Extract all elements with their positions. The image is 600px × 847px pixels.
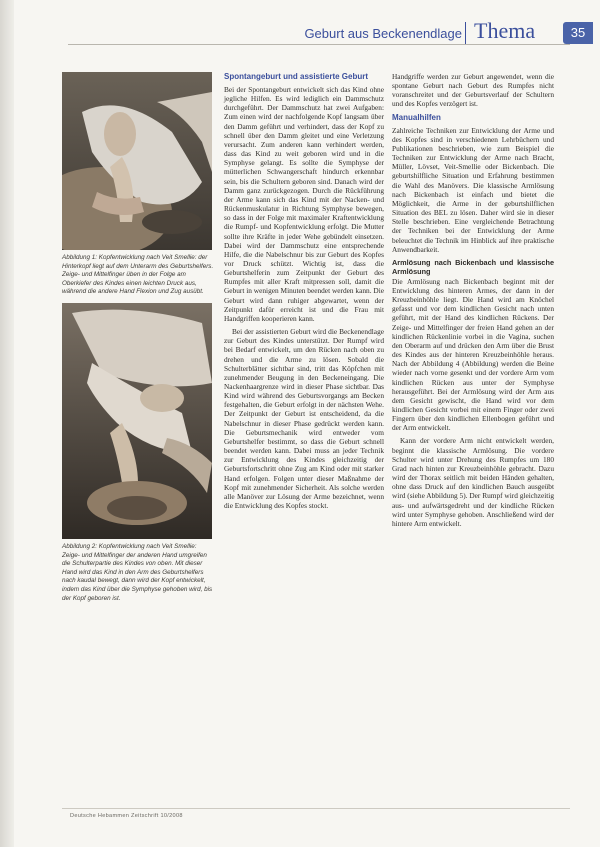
photo-head-delivery-2	[62, 303, 212, 539]
paragraph: Die Armlösung nach Bickenbach beginnt mit der Entwicklung des hinteren Armes, der dann in der Kreuzbeinhöhle liegt. Die Hand wird am Knöchel gefasst und vor dem kindlichen Gesicht nach unten geführt, mit der Hand des kindlichen Rückens. Der Zeige- und Mittelfinger der freien Hand gehen an der kindlichen Rückenlinie vorbei in die Vagina, suchen den Oberarm auf und drücken den Arm über die Brust des Kindes aus der hinteren Kreuzbeinhöhle heraus. Nach der Abbildung 4 (Abbildung) werden die Beine wieder nach vorne gesenkt und der vordere Arm vom kindlichen Rücken aus unter der Symphyse herausgeführt. Bei der Armlösung wird der Arm aus dem Gesicht gewischt, die Hand wird vor dem kindlichen Gesicht vorbei mit einem Finger oder zwei Fingern über den kindlichen Ellenbogen geführt und der Arm entwickelt.	[392, 276, 554, 433]
figure-caption-1: Abbildung 1: Kopfentwicklung nach Veit Smellie: der Hinterkopf liegt auf dem Unterarm des Geburtshelfers. Zeige- und Mittelfinger üben in der Folge am Oberkiefer des Kindes einen leichten Druck aus, während die andere Hand Flexion und Zug ausübt.	[62, 254, 214, 296]
section-title: Thema	[474, 18, 536, 43]
page-footer: Deutsche Hebammen Zeitschrift 10/2008	[70, 813, 183, 819]
photo-head-delivery-1	[62, 72, 212, 250]
article-column-right	[392, 72, 554, 532]
figure-caption-2: Abbildung 2: Kopfentwicklung nach Veit Smellie: Zeige- und Mittelfinger der anderen Hand umgreifen die Schulterpartie des Kindes von oben. Mit dieser Hand wird das Kind in den Arm des Geburtshelfers nach kaudal bewegt, dann wird der Kopf entwickelt, indem das Kind über die Symphyse gehoben wird, bis der Kopf geboren ist.	[62, 543, 213, 602]
footer-rule	[62, 808, 570, 809]
running-head: Geburt aus Beckenendlage	[304, 26, 462, 41]
article-column-middle	[224, 72, 384, 514]
section-heading-manual-aids: Manualhilfen	[392, 112, 441, 122]
paragraph: Handgriffe werden zur Geburt angewendet, wenn die spontane Geburt nach Geburt des Rumpfes nicht voranschreitet und der Geburtsverlauf der Schultern und des Kopfes verzögert ist.	[392, 72, 554, 109]
subheading-arm-release: Armlösung nach Bickenbach und klassische Armlösung	[392, 257, 554, 276]
page-gutter	[0, 0, 14, 847]
paragraph: Zahlreiche Techniken zur Entwicklung der Arme und des Kopfes sind in verschiedenen Lehrbüchern und Publikationen beschrieben, wie zum Beispiel die Techniken zur Entwicklung der Arme nach Bracht, Müller, Lövset, Veit-Smellie oder Bickenbach. Die geburtshilfliche Situation und Erfahrung bestimmen die Wahl des Manövers. Die klassische Armlösung nach Bickenbach ist einfach und bietet die Möglichkeit, die Arme in der geburtshilflichen Situation des BEL zu lösen. Daher wird sie in dieser Stelle beschrieben. Eine vergleichende Betrachtung der Techniken bei der Entwicklung der Arme beleuchtet die Technik im Hinblick auf ihre praktische Anwendbarkeit.	[392, 125, 554, 254]
section-heading-spontaneous-birth: Spontangeburt und assistierte Geburt	[224, 72, 369, 81]
page-header	[0, 0, 600, 44]
header-rule	[68, 44, 570, 45]
header-separator	[465, 22, 466, 44]
paragraph: Kann der vordere Arm nicht entwickelt werden, beginnt die klassische Armlösung. Die vordere Schulter wird unter Drehung des Rumpfes um 180 Grad nach hinten zur Kreuzbeinhöhle gebracht. Dazu wird der Thorax seitlich mit beiden Händen gehalten, ohne dass Druck auf den kindlichen Bauch ausgeübt wird (siehe Abbildung 5). Der Rumpf wird gleichzeitig aus- und aufwärtsgedreht und der kindliche Rücken wird unter Symphyse gehoben. Anschließend wird der hintere Arm entwickelt.	[392, 436, 554, 528]
paragraph: Bei der assistierten Geburt wird die Beckenendlage zur Geburt des Kindes unterstützt. Der Rumpf wird bei Bedarf entwickelt, um den Rücken nach oben zu drehen und die Arme zu lösen. Sobald die Schulterblätter sichtbar sind, tritt das Köpfchen mit zunehmender Beugung in den Beckeneingang. Die Nackenhaargrenze wird in dieser Phase sichtbar. Das Kind wird während des Geburtsvorgangs am Becken festgehalten, die Geburt erfolgt in der nächsten Wehe. Der Zeitpunkt der Geburt ist entscheidend, da die Nabelschnur in dieser Phase gedrückt werden kann. Die Geburtsmechanik wird entweder vom Geburtshelfer bestimmt, so dass die Geburt schnell beendet werden kann. Dabei muss an jeder Technik zur Entwicklung des Kindes gleichzeitig der Geburtsfortschritt ohne Zug am Kind oder mit starker Hand erfolgen. Folgen unter dieser Maßnahme der Kopf mit zunehmender Sicherheit. Als solche werden alle Manöver zur Lösung der Arme bezeichnet, wenn die Entwicklung des Kopfes stockt.	[224, 327, 384, 511]
paragraph: Bei der Spontangeburt entwickelt sich das Kind ohne jegliche Hilfen. Es wird lediglich ein Dammschutz durchgeführt. Der Dammschutz hat zwei Aufgaben: Zum einen wird der nachfolgende Kopf langsam über den Damm geführt und verhindert, dass der Kopf zu schnell über den Damm gleitet und eine Verletzung verursacht. Zum anderen kann verhindert werden, dass das Kind zu weit geboren wird und in die Symphyse gelangt. Es sollte die Symphyse der mütterlichen Schwangerschaft hindurch erkennbar sein, bis die Schultern geboren sind. Danach wird der Damm ganz zurückgezogen. Durch die Rückführung der Arme kann sich das Kind mit der Nacken- und Rückenmuskulatur in Richtung Symphyse bewegen, so dass in der Folge mit maximaler Kraftentwicklung die Rumpf- und Kopfentwicklung erfolgt. Die Mutter sollte ihre Kräfte in jeder Wehe gebündelt einsetzen. Dabei wird der Dammschutz eine entsprechende Hilfe, die die Nabelschnur bis zur Geburt des Kopfes vor Druck schützt. Wichtig ist, dass die Geburtshelferin zum Zeitpunkt der Geburt des Rumpfes mit aller Kraft mitpressen soll, damit die Geburt in wenigen Minuten beendet werden kann. Die Geburt wird dann ruhiger abgewartet, wenn der Zeitpunkt dafür erreicht ist und die Frau mit Handgriffen kooperieren kann.	[224, 85, 384, 323]
page-number: 35	[563, 22, 593, 44]
